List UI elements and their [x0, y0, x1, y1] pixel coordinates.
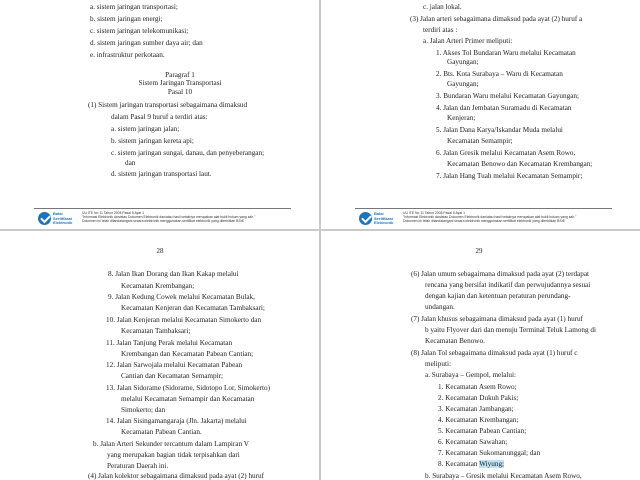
footer-brand: Balai Sertifikasi Elektronik — [53, 211, 73, 226]
text-line: a. sistem jaringan jalan; — [111, 125, 180, 133]
text-line: melalui Kecamatan Semampir dan Kecamatan — [121, 395, 255, 403]
text-line: Kecamatan Tambaksari; — [121, 327, 191, 335]
footer-line-3: Dokumen ini telah ditandatangani secara elektronik menggunakan sertifikat elektronik yang diterbitkan BSrE — [82, 219, 245, 224]
text-line: 3. Bundaran Waru melalui Kecamatan Gayungan; — [436, 92, 579, 100]
text-line: Gayungan; — [447, 58, 479, 66]
text-line: meliputi: — [425, 360, 451, 368]
text-line: Kecamatan Pabean Cantian. — [121, 428, 202, 436]
text-line: 13. Jalan Sidorame (Sidorame, Sidotopo Lor, Simokerto) — [106, 384, 271, 392]
footer-line-2: "Informasi Elektronik dan/atau Dokumen Elektronik dan/atau hasil cetaknya merupakan alat bukti hukum yang sah." — [403, 215, 577, 220]
text-line: (3) Jalan arteri sebagaimana dimaksud pada ayat (2) huruf a — [410, 15, 583, 23]
text-line: a. Surabaya – Gempol, melalui: — [425, 371, 517, 379]
text-line: c. jalan lokal. — [423, 3, 462, 11]
text-line: Krembangan dan Kecamatan Pabean Cantian; — [121, 350, 254, 358]
footer-line-2: "Informasi Elektronik dan/atau Dokumen Elektronik dan/atau hasil cetaknya merupakan alat bukti hukum yang sah." — [82, 215, 256, 220]
page-number: 28 — [156, 247, 164, 255]
text-line: 7. Kecamatan Sukomanunggal; dan — [438, 449, 541, 457]
text-line: Kecamatan Benowo. — [425, 337, 485, 345]
text-line: (4) Jalan kolektor sebagaimana dimaksud pada ayat (2) huruf — [88, 472, 265, 480]
text-line: 10. Jalan Kenjeran melalui Kecamatan Simokerto dan — [106, 316, 262, 324]
text-line: 8. Jalan Ikan Dorang dan Ikan Kakap melalui — [108, 270, 239, 278]
footer-line-1: UU ITE No 11 Tahun 2008 Pasal 5 Ayat 1 — [82, 211, 145, 215]
bsre-logo-icon — [359, 212, 372, 225]
text-line: b. Jalan Arteri Sekunder tercantum dalam Lampiran V — [93, 440, 249, 448]
text-line: 9. Jalan Kedung Cowek melalui Kecamatan Bulak, — [108, 293, 255, 301]
text-line: (7) Jalan khusus sebagaimana dimaksud pada ayat (1) huruf — [411, 315, 584, 323]
text-line: Kecamatan Semampir; — [447, 137, 513, 145]
text-line: 11. Jalan Tanjung Perak melalui Kecamatan — [106, 339, 233, 347]
heading-line: Pasal 10 — [167, 88, 193, 96]
text-line: Kecamatan Kenjeran dan Kecamatan Tambaksari; — [121, 304, 265, 312]
text-line: (1) Sistem jaringan transportasi sebagaimana dimaksud — [88, 101, 248, 109]
footer-line-3: Dokumen ini telah ditandatangani secara elektronik menggunakan sertifikat elektronik yang diterbitkan BSrE — [403, 219, 566, 224]
text-line: terdiri atas : — [423, 26, 458, 34]
footer-brand: Balai Sertifikasi Elektronik — [374, 211, 394, 226]
text-line: b yaitu Flyover dari dan menuju Terminal Teluk Lamong di — [425, 326, 596, 334]
text-line: (6) Jalan umum sebagaimana dimaksud pada ayat (2) terdapat — [411, 270, 590, 278]
footer-line-1: UU ITE No 11 Tahun 2008 Pasal 5 Ayat 1 — [403, 211, 466, 215]
heading-line: Paragraf 1 — [165, 71, 195, 79]
text-line: (8) Jalan Tol sebagaimana dimaksud pada ayat (1) huruf c — [411, 349, 578, 357]
text-line: 5. Jalan Dana Karya/Iskandar Muda melalui — [436, 126, 563, 134]
list-item-highlighted — [438, 460, 504, 469]
text-line: Peraturan Daerah ini. — [107, 462, 169, 470]
footer — [34, 208, 291, 229]
text-line: 2. Bts. Kota Surabaya – Waru di Kecamatan — [436, 70, 563, 78]
text-line: 3. Kecamatan Jambangan; — [438, 405, 514, 413]
text-line: 1. Kecamatan Asem Rowo; — [438, 383, 517, 391]
heading-line: Sistem Jaringan Transportasi — [138, 79, 222, 87]
text-line: d. sistem jaringan transportasi laut. — [111, 170, 212, 178]
text-line: 2. Kecamatan Dukuh Pakis; — [438, 394, 519, 402]
text-line: dalam Pasal 9 huruf a terdiri atas: — [111, 113, 208, 121]
page-top-right — [321, 0, 640, 229]
text-line: rencana yang bersifat indikatif dan perwujudannya sesuai — [425, 281, 591, 289]
text-line: b. sistem jaringan energi; — [90, 15, 163, 23]
page-number: 29 — [475, 247, 483, 255]
text-line: Kecamatan Benowo dan Kecamatan Krembangan; — [447, 160, 593, 168]
text-line: 4. Jalan dan Jembatan Suramadu di Kecamatan — [436, 104, 572, 112]
text-line: 4. Kecamatan Krembangan; — [438, 416, 519, 424]
text-line: yang merupakan bagian tidak terpisahkan dari — [107, 451, 240, 459]
text-line: 1. Akses Tol Bundaran Waru melalui Kecamatan — [436, 49, 576, 57]
text-line: 6. Jalan Gresik melalui Kecamatan Asem Rowo, — [436, 149, 576, 157]
text-line: c. sistem jaringan sungai, danau, dan penyeberangan; — [111, 149, 265, 157]
text-line: b. sistem jaringan kereta api; — [111, 137, 194, 145]
text-line: Gayungan; — [447, 80, 479, 88]
text-line: d. sistem jaringan sumber daya air; dan — [90, 39, 203, 47]
text-line: dan — [125, 159, 136, 167]
page-bottom-right — [321, 231, 640, 480]
text-line: b. Surabaya – Gresik melalui Kecamatan Asem Rowo, — [425, 472, 582, 480]
text-line: a. sistem jaringan transportasi; — [90, 3, 178, 11]
item-text: 8. Kecamatan — [438, 460, 480, 468]
text-line: Kenjeran; — [447, 114, 476, 122]
text-line: e. infrastruktur perkotaan. — [90, 51, 165, 59]
text-line: a. Jalan Arteri Primer meliputi: — [423, 37, 513, 45]
text-line: Simokerto; dan — [121, 406, 166, 414]
text-line: c. sistem jaringan telekomunikasi; — [90, 27, 189, 35]
highlighted-text: Wiyung; — [479, 460, 505, 468]
text-line: dengan kajian dan ketentuan peraturan perundang- — [425, 292, 571, 300]
footer — [355, 208, 612, 229]
text-line: 7. Jalan Hang Tuah melalui Kecamatan Semampir; — [436, 172, 583, 180]
text-line: Cantian dan Kecamatan Semampir; — [121, 372, 223, 380]
text-line: Kecamatan Krembangan; — [121, 282, 195, 290]
text-line: 5. Kecamatan Pabean Cantian; — [438, 427, 527, 435]
text-line: undangan. — [425, 303, 455, 311]
bsre-logo-icon — [38, 212, 51, 225]
text-line: 14. Jalan Sisingamangaraja (Jln. Jakarta) melalui — [106, 417, 247, 425]
text-line: 6. Kecamatan Sawahan; — [438, 438, 508, 446]
page-bottom-left — [0, 231, 319, 480]
text-line: 12. Jalan Sarwojala melalui Kecamatan Pabean — [106, 361, 243, 369]
page-top-left — [0, 0, 319, 229]
